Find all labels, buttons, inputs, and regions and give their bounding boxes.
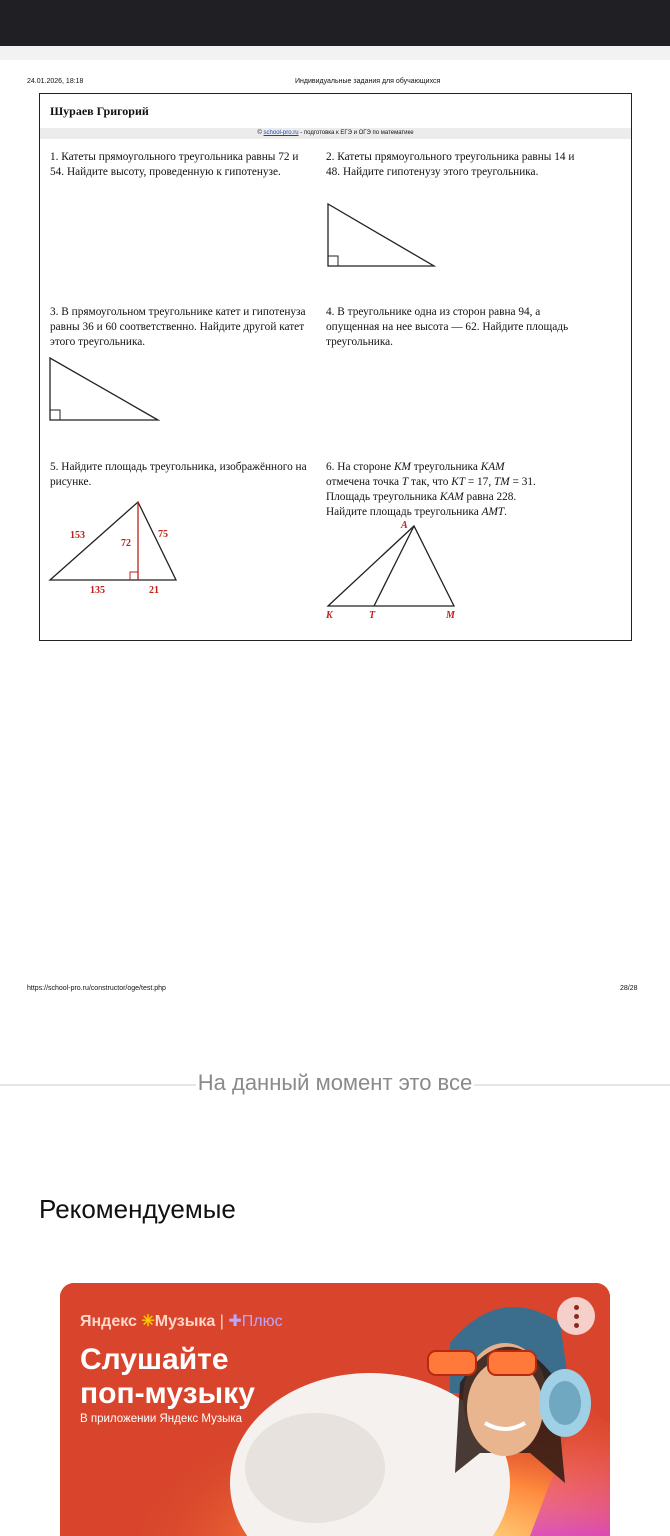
task-3-triangle-figure — [48, 356, 160, 424]
task-3: 3. В прямоугольном треугольнике катет и гипотенуза равны 36 и 60 соответственно. Найдите другой катет этого треугольника. — [50, 306, 306, 348]
task-2: 2. Катеты прямоугольного треугольника равны 14 и 48. Найдите гипотенузу этого треугольника. — [326, 151, 575, 178]
credit-link[interactable]: school-pro.ru — [263, 130, 299, 136]
ad-brand-plus: ✚Плюс — [228, 1313, 283, 1330]
task-6-text: так, что — [408, 476, 452, 488]
task-1: 1. Катеты прямоугольного треугольника равны 72 и 54. Найдите высоту, проведенную к гипотенузе. — [50, 151, 299, 178]
student-name: Шураев Григорий — [50, 104, 149, 118]
fig6-label-t: T — [369, 610, 376, 621]
task-6-var: KM — [393, 461, 411, 473]
task-5-triangle-figure — [48, 498, 198, 598]
task-6 — [326, 460, 586, 520]
browser-top-bar — [0, 0, 670, 46]
task-6-triangle-figure — [324, 518, 464, 622]
ad-card-yandex-music[interactable] — [60, 1283, 610, 1536]
end-separator-text: На данный момент это все — [197, 1070, 473, 1095]
task-6-text: = 31. — [509, 476, 536, 488]
ad-brand-separator: | — [219, 1313, 224, 1330]
more-dot-icon — [574, 1305, 579, 1310]
ad-headline-line-2: поп-музыку — [80, 1377, 255, 1410]
ad-more-options-button[interactable] — [557, 1297, 595, 1335]
top-gap — [0, 46, 670, 60]
credit-prefix: © — [257, 130, 264, 136]
task-6-text: . — [504, 506, 507, 518]
task-6-var: KAM — [439, 491, 464, 503]
task-5: 5. Найдите площадь треугольника, изображённого на рисунке. — [50, 461, 307, 488]
ad-brand-music: Музыка — [154, 1313, 216, 1330]
fig6-label-k: K — [326, 610, 333, 621]
worksheet-box — [39, 93, 632, 641]
more-dot-icon — [574, 1314, 579, 1319]
fig5-label-right-side: 75 — [158, 529, 168, 540]
task-6-var: KT — [451, 476, 466, 488]
print-footer-page: 28/28 — [620, 985, 638, 992]
task-2-triangle-figure — [326, 202, 438, 270]
ad-brand — [80, 1311, 283, 1331]
more-dot-icon — [574, 1323, 579, 1328]
ad-brand-yandex: Яндекс — [80, 1313, 137, 1330]
task-6-text: = 17, — [465, 476, 494, 488]
credit-suffix: - подготовка к ЕГЭ и ОГЭ по математике — [298, 130, 414, 136]
print-title: Индивидуальные задания для обучающихся — [295, 78, 441, 85]
fig6-label-a: A — [401, 520, 408, 531]
task-6-text: равна 228. — [463, 491, 517, 503]
task-6-text: Найдите площадь треугольника — [326, 506, 482, 518]
fig5-label-base-right: 21 — [149, 585, 159, 596]
fig5-label-base-left: 135 — [90, 585, 105, 596]
task-6-var: AMT — [481, 506, 505, 518]
task-6-text: Площадь треугольника — [326, 491, 440, 503]
task-4: 4. В треугольнике одна из сторон равна 94, а опущенная на нее высота — 62. Найдите площадь треугольника. — [326, 306, 569, 348]
recommended-title: Рекомендуемые — [39, 1194, 236, 1224]
pdf-page — [0, 60, 670, 1020]
end-separator — [0, 1070, 670, 1096]
task-6-text: треугольника — [410, 461, 481, 473]
print-date: 24.01.2026, 18:18 — [27, 78, 84, 85]
fig5-label-height: 72 — [121, 538, 131, 549]
ad-subline: В приложении Яндекс Музыка — [80, 1413, 243, 1425]
print-footer-url: https://school-pro.ru/constructor/oge/test.php — [27, 985, 166, 992]
music-star-icon: ✳ — [141, 1313, 155, 1330]
ad-headline — [80, 1343, 255, 1411]
ad-headline-line-1: Слушайте — [80, 1343, 229, 1376]
task-6-text: отмечена точка — [326, 476, 402, 488]
fig6-label-m: M — [446, 610, 455, 621]
task-6-var: KAM — [480, 461, 505, 473]
fig5-label-left-side: 153 — [70, 530, 85, 541]
task-6-var: TM — [493, 476, 510, 488]
task-6-text: 6. На стороне — [326, 461, 394, 473]
credit-line — [40, 128, 631, 139]
task-6-var: T — [401, 476, 409, 488]
